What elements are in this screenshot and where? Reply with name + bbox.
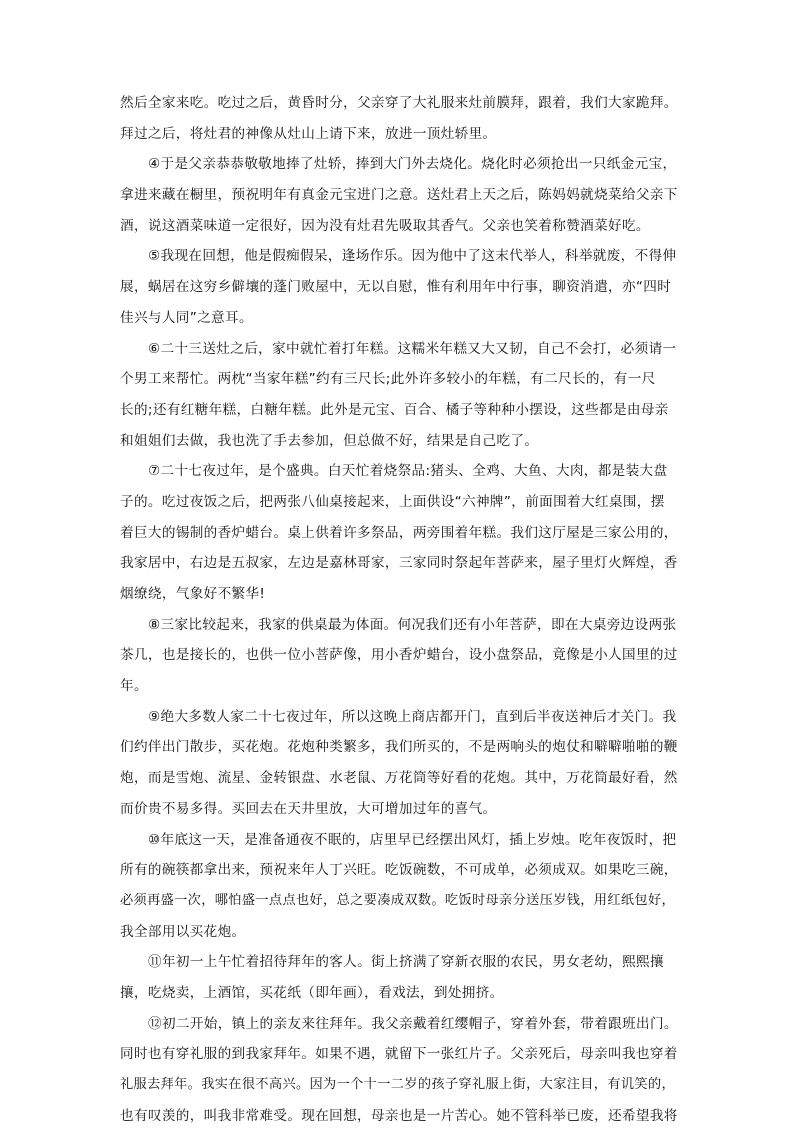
- text-line: 烟缭绕，气象好不繁华!: [120, 586, 266, 602]
- text-line: 酒，说这酒菜味道一定很好，因为没有灶君先吸取其香气。父亲也笑着称赞酒菜好吃。: [120, 217, 650, 234]
- text-line: 们约伴出门散步，买花炮。花炮种类繁多，我们所买的，不是两响头的炮仗和噼噼啪啪的鞭: [120, 739, 678, 756]
- paragraph-first-line: ⑧三家比较起来，我家的供桌最为体面。何况我们还有小年菩萨，即在大桌旁边设两张: [148, 616, 677, 633]
- text-line: 而价贵不易多得。买回去在天井里放，大可增加过年的喜气。: [120, 800, 497, 817]
- text-line: 长的;还有红糖年糕，白糖年糕。此外是元宝、百合、橘子等种种小摆设，这些都是由母亲: [120, 401, 669, 418]
- paragraph-first-line: ⑪年初一上午忙着招待拜年的客人。街上挤满了穿新衣服的农民，男女老幼，熙熙攘: [148, 954, 664, 971]
- text-line: 拿进来藏在橱里，预祝明年有真金元宝进门之意。送灶君上天之后，陈妈妈就烧菜给父亲下: [120, 187, 678, 204]
- paragraph-first-line: ⑤我现在回想，他是假痴假呆，逢场作乐。因为他中了这末代举人，科举就废，不得伸: [148, 248, 677, 265]
- text-line: 年。: [120, 678, 148, 695]
- text-line: 炮，而是雪炮、流星、金转银盘、水老鼠、万花筒等好看的花炮。其中，万花筒最好看，然: [120, 770, 678, 787]
- text-line: 攘，吃烧卖，上酒馆，买花纸（即年画），看戏法，到处拥挤。: [120, 984, 504, 1001]
- text-line: 同时也有穿礼服的到我家拜年。如果不遇，就留下一张红片子。父亲死后，母亲叫我也穿着: [120, 1046, 678, 1063]
- paragraph-first-line: ⑩年底这一天，是准备通夜不眠的，店里早已经摆出风灯，插上岁烛。吃年夜饭时，把: [148, 831, 677, 848]
- text-line: 个男工来帮忙。两枕“当家年糕”约有三尺长;此外许多较小的年糕，有二尺长的，有一尺: [120, 371, 656, 388]
- paragraph-first-line: ⑥二十三送灶之后，家中就忙着打年糕。这糯米年糕又大又韧，自己不会打，必须请一: [148, 340, 677, 357]
- text-line: 子的。吃过夜饭之后，把两张八仙桌接起来，上面供设“六神牌”，前面围着大红桌围，摆: [120, 493, 665, 510]
- document-body: [120, 88, 680, 1131]
- text-line: 我家居中，右边是五叔家，左边是嘉林哥家，三家同时祭起年菩萨来，屋子里灯火辉煌，香: [120, 555, 678, 572]
- text-line: 然后全家来吃。吃过之后，黄昏时分，父亲穿了大礼服来灶前膜拜，跟着，我们大家跪拜。: [120, 95, 678, 111]
- text-line: 所有的碗筷都拿出来，预祝来年人丁兴旺。吃饭碗数，不可成单，必须成双。如果吃三碗，: [120, 862, 678, 879]
- text-line: 着巨大的锡制的香炉蜡台。桌上供着许多祭品，两旁围着年糕。我们这厅屋是三家公用的，: [120, 524, 678, 541]
- text-line: 和姐姐们去做，我也洗了手去参加，但总做不好，结果是自己吃了。: [120, 432, 539, 449]
- text-line: 也有叹羡的，叫我非常难受。现在回想，母亲也是一片苦心。她不管科举已废，还希望我将: [120, 1107, 678, 1124]
- text-line: 拜过之后，将灶君的神像从灶山上请下来，放进一顶灶轿里。: [120, 125, 497, 142]
- paragraph-first-line: ⑦二十七夜过年，是个盛典。白天忙着烧祭品:猪头、全鸡、大鱼、大肉，都是装大盘: [148, 463, 668, 480]
- paragraph-first-line: ⑨绝大多数人家二十七夜过年，所以这晚上商店都开门，直到后半夜送神后才关门。我: [148, 708, 677, 725]
- text-line: 展，蜗居在这穷乡僻壤的蓬门败屋中，无以自慰，惟有利用年中行事，聊资消遣，亦“四时: [120, 279, 672, 296]
- text-line: 佳兴与人同”之意耳。: [120, 309, 253, 326]
- text-line: 必须再盛一次，哪怕盛一点点也好，总之要凑成双数。吃饭时母亲分送压岁钱，用红纸包好，: [120, 892, 676, 908]
- paragraph-first-line: ⑫初二开始，镇上的亲友来往拜年。我父亲戴着红缨帽子，穿着外套，带着跟班出门。: [148, 1015, 678, 1032]
- text-line: 茶几，也是接长的，也供一位小菩萨像，用小香炉蜡台，设小盘祭品，竟像是小人国里的过: [120, 647, 678, 664]
- text-line: 我全部用以买花炮。: [120, 923, 246, 940]
- paragraph-first-line: ④于是父亲恭恭敬敬地捧了灶轿，捧到大门外去烧化。烧化时必须抢出一只纸金元宝，: [148, 156, 677, 173]
- text-line: 礼服去拜年。我实在很不高兴。因为一个十一二岁的孩子穿礼服上街，大家注目，有讥笑的，: [120, 1077, 676, 1092]
